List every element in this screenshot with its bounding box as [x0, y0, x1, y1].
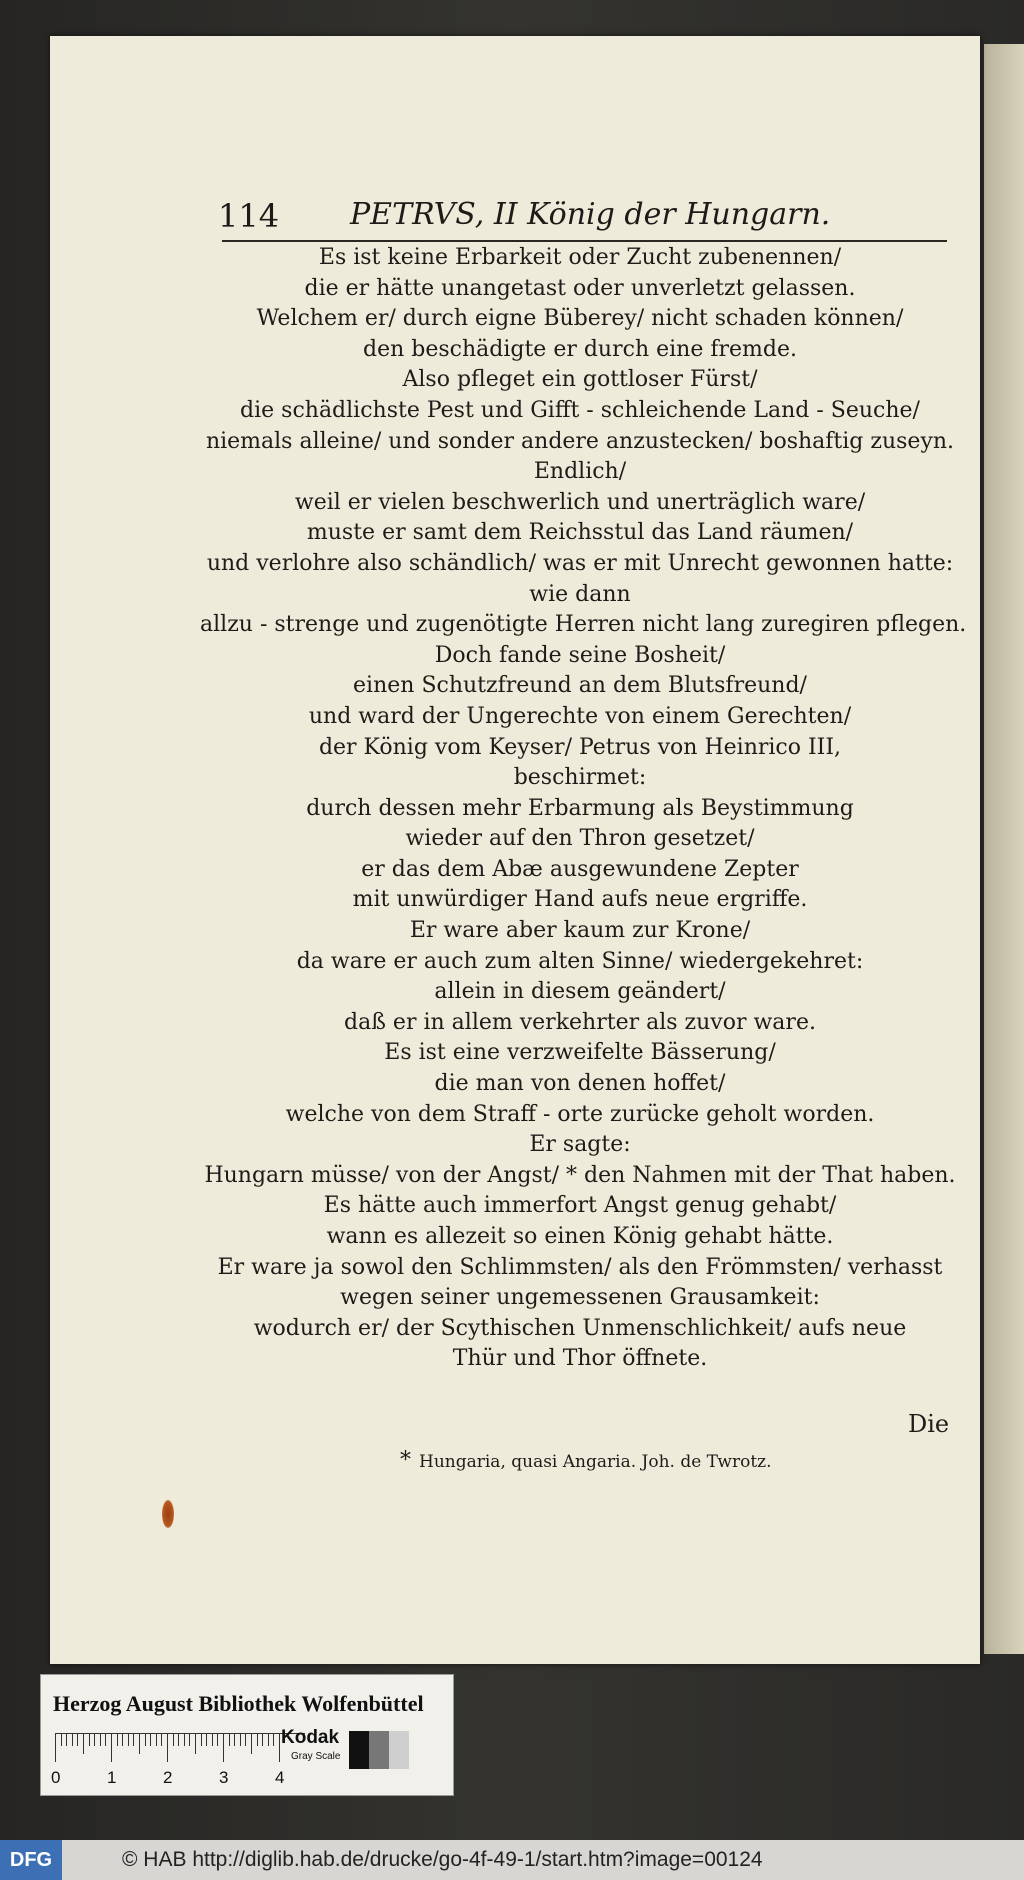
- adjacent-page-edge: [984, 44, 1024, 1654]
- text-line: Er sagte:: [529, 1132, 631, 1158]
- text-line: die man von denen hoffet/: [434, 1071, 726, 1097]
- copyright-link[interactable]: © HAB http://diglib.hab.de/drucke/go-4f-49-1/start.htm?image=00124: [122, 1848, 763, 1871]
- text-line: Es ist keine Erbarkeit oder Zucht zubenennen/: [318, 245, 842, 270]
- text-line: Endlich/: [533, 459, 627, 485]
- text-line: die er hätte unangetast oder unverletzt gelassen.: [304, 275, 856, 301]
- ruler-tick: [89, 1734, 90, 1746]
- text-line: wie dann: [529, 581, 631, 607]
- ruler-tick: [206, 1734, 207, 1746]
- ruler-tick: [72, 1734, 73, 1746]
- ruler-tick: [173, 1734, 174, 1746]
- text-line: und verlohre also schändlich/ was er mit Unrecht gewonnen hatte:: [206, 550, 954, 576]
- ruler-number: 4: [275, 1768, 285, 1787]
- ruler-tick: [251, 1734, 252, 1754]
- text-line: den beschädigte er durch eine fremde.: [363, 336, 797, 362]
- text-line: wegen seiner ungemessenen Grausamkeit:: [340, 1285, 820, 1311]
- text-line: wodurch er/ der Scythischen Unmenschlichkeit/ aufs neue: [253, 1315, 907, 1341]
- text-line: muste er samt dem Reichsstul das Land räumen/: [306, 520, 854, 546]
- text-line: mit unwürdiger Hand aufs neue ergriffe.: [352, 887, 808, 913]
- text-line: Doch fande seine Bosheit/: [434, 642, 726, 668]
- text-line: allzu - strenge und zugenötigte Herren nicht lang zuregiren pflegen.: [200, 612, 967, 638]
- ruler-tick: [161, 1734, 162, 1746]
- ruler-number: 0: [51, 1768, 61, 1787]
- ruler-number: 2: [163, 1768, 173, 1787]
- page-number: 114: [218, 197, 280, 235]
- ruler-tick: [217, 1734, 218, 1746]
- text-line: da ware er auch zum alten Sinne/ wiedergekehret:: [296, 948, 864, 974]
- text-line: einen Schutzfreund an dem Blutsfreund/: [353, 673, 807, 699]
- text-line: Er ware ja sowol den Schlimmsten/ als den Frömmsten/ verhasst: [217, 1254, 943, 1280]
- ruler-tick: [178, 1734, 179, 1746]
- ruler-tick: [105, 1734, 106, 1746]
- library-name: Herzog August Bibliothek Wolfenbüttel: [53, 1691, 424, 1716]
- text-line: beschirmet:: [513, 765, 647, 791]
- footnote: [400, 1448, 772, 1473]
- text-line: wieder auf den Thron gesetzet/: [405, 826, 755, 852]
- text-line: Also pfleget ein gottloser Fürst/: [402, 367, 758, 393]
- text-line: weil er vielen beschwerlich und unerträglich ware/: [294, 489, 866, 515]
- text-line: wann es allezeit so einen König gehabt hätte.: [326, 1224, 834, 1249]
- ruler-tick: [223, 1734, 224, 1762]
- text-line: Es hätte auch immerfort Angst genug gehabt/: [323, 1193, 837, 1219]
- ruler-tick: [245, 1734, 246, 1746]
- text-line: daß er in allem verkehrter als zuvor ware.: [344, 1009, 816, 1035]
- library-label-card: [40, 1674, 454, 1796]
- ruler-tick: [240, 1734, 241, 1746]
- text-line: Welchem er/ durch eigne Büberey/ nicht schaden können/: [256, 306, 904, 332]
- ruler-tick: [133, 1734, 134, 1746]
- ruler-tick: [279, 1734, 280, 1762]
- text-line: Hungarn müsse/ von der Angst/ * den Nahmen mit der That haben.: [204, 1162, 956, 1188]
- text-line: welche von dem Straff - orte zurücke geholt worden.: [285, 1101, 875, 1127]
- ruler-tick: [55, 1734, 56, 1762]
- ruler-tick: [145, 1734, 146, 1746]
- ruler-tick: [262, 1734, 263, 1746]
- ruler-tick: [212, 1734, 213, 1746]
- catchword: Die: [908, 1410, 950, 1438]
- ruler-tick: [273, 1734, 274, 1746]
- text-line: Es ist eine verzweifelte Bässerung/: [384, 1040, 776, 1066]
- kodak-subtitle: Gray Scale: [291, 1751, 341, 1762]
- kodak-brand: Kodak: [281, 1727, 340, 1748]
- text-line: Er ware aber kaum zur Krone/: [409, 918, 751, 944]
- ruler-tick: [150, 1734, 151, 1746]
- text-line: Thür und Thor öffnete.: [452, 1346, 708, 1372]
- ruler-tick: [139, 1734, 140, 1754]
- text-line: er das dem Abæ ausgewundene Zepter: [361, 856, 799, 882]
- ruler-tick: [189, 1734, 190, 1746]
- ruler-tick: [128, 1734, 129, 1746]
- footer-bar: [0, 1840, 1024, 1880]
- ruler-numbers: [41, 1768, 311, 1792]
- ruler-number: 1: [107, 1768, 117, 1787]
- ruler-tick: [195, 1734, 196, 1754]
- ruler-number: 3: [219, 1768, 229, 1787]
- gray-swatch-light: [389, 1731, 409, 1769]
- ruler-tick: [167, 1734, 168, 1762]
- ruler-tick: [229, 1734, 230, 1746]
- dfg-logo: DFG: [0, 1840, 62, 1880]
- text-line: durch dessen mehr Erbarmung als Beystimmung: [306, 795, 854, 821]
- ruler-tick: [100, 1734, 101, 1746]
- ruler-tick: [117, 1734, 118, 1746]
- paper-stain: [162, 1500, 174, 1528]
- ruler-tick: [77, 1734, 78, 1746]
- gray-swatch-mid: [369, 1731, 389, 1769]
- gray-swatch-black: [349, 1731, 369, 1769]
- text-line: und ward der Ungerechte von einem Gerechten/: [308, 703, 852, 729]
- ruler-tick: [83, 1734, 84, 1754]
- ruler-tick: [66, 1734, 67, 1746]
- ruler-tick: [61, 1734, 62, 1746]
- ruler-tick: [201, 1734, 202, 1746]
- footnote-text: Hungaria, quasi Angaria. Joh. de Twrotz.: [419, 1452, 772, 1472]
- footnote-star: *: [400, 1448, 411, 1473]
- ruler-tick: [257, 1734, 258, 1746]
- text-line: allein in diesem geändert/: [434, 979, 726, 1005]
- kodak-gray-scale: [281, 1725, 431, 1769]
- ruler-tick: [234, 1734, 235, 1746]
- ruler-tick: [122, 1734, 123, 1746]
- running-title: PETRVS, II König der Hungarn.: [350, 197, 831, 232]
- ruler-tick: [111, 1734, 112, 1762]
- ruler-tick: [156, 1734, 157, 1746]
- header-rule: [222, 240, 947, 242]
- ruler-tick: [94, 1734, 95, 1746]
- text-line: der König vom Keyser/ Petrus von Heinrico III,: [318, 734, 842, 760]
- ruler-tick: [268, 1734, 269, 1746]
- scale-ruler: [55, 1733, 305, 1762]
- body-text: [200, 243, 967, 1375]
- text-line: niemals alleine/ und sonder andere anzustecken/ boshaftig zuseyn.: [205, 428, 955, 454]
- ruler-tick: [184, 1734, 185, 1746]
- text-line: die schädlichste Pest und Gifft - schleichende Land - Seuche/: [240, 397, 920, 423]
